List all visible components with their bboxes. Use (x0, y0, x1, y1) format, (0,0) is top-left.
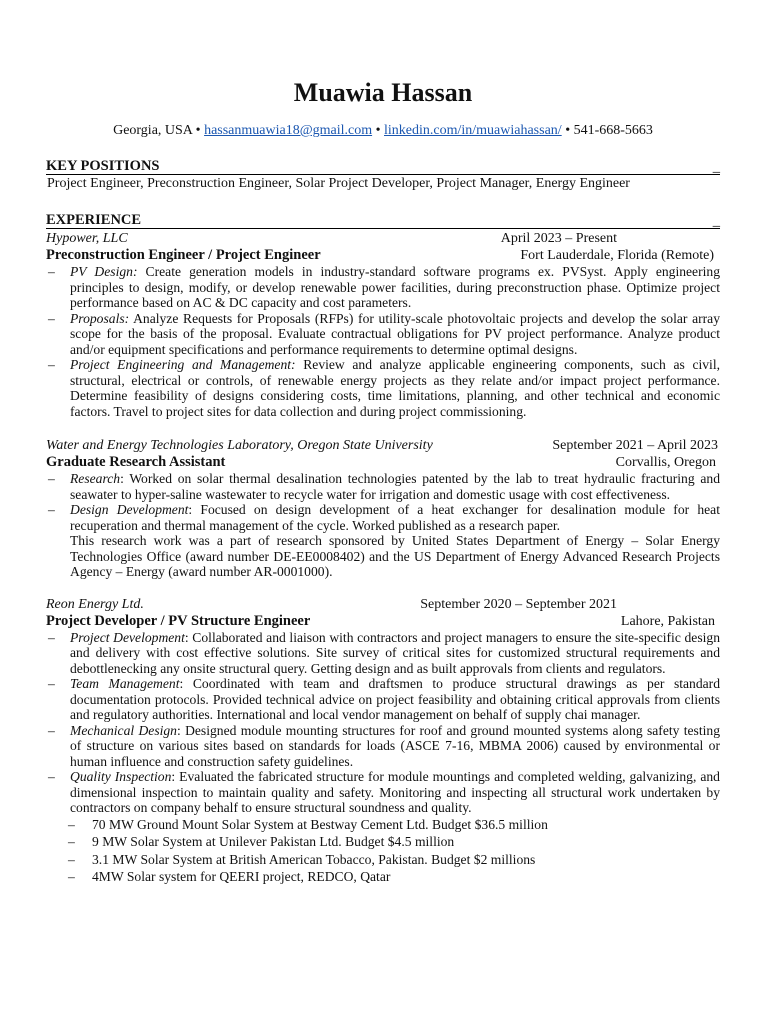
linkedin-link[interactable]: linkedin.com/in/muawiahassan/ (384, 123, 562, 138)
list-item: – Mechanical Design: Designed module mounting structures for roof and ground mounted systems along safety testing of structure on various sites based on standards for loads (ASCE 7-16, MBMA 2006) caused by environmental or human influence and construction safety guidelines. (48, 722, 720, 769)
list-item: – 70 MW Ground Mount Solar System at Bestway Cement Ltd. Budget $36.5 million (68, 816, 548, 832)
job-org: Water and Energy Technologies Laboratory, Oregon State University (46, 438, 433, 453)
separator: • (375, 123, 381, 138)
job-location: Corvallis, Oregon (615, 455, 716, 470)
job-role: Graduate Research Assistant (46, 454, 226, 470)
separator: • (195, 123, 201, 138)
job-dates: September 2020 – September 2021 (420, 596, 617, 612)
list-item: – Design Development: Focused on design development of a heat exchanger for desalination module for heat recuperation and thermal management of the cycle. Worked published as a research paper. (48, 502, 720, 533)
list-item: – PV Design: Create generation models in industry-standard software programs ex. PVSyst. Apply engineering principles to design, modify, or develop renewable power facilities, during preconstruction phase. Optimize project performance based on AC & DC capacity and cost parameters. (48, 264, 720, 310)
job-org: Hypower, LLC (46, 231, 128, 246)
job-role: Preconstruction Engineer / Project Engineer (46, 247, 321, 263)
job-bullets (46, 630, 720, 816)
job-location: Lahore, Pakistan (620, 613, 715, 629)
list-item: – 3.1 MW Solar System at British American Tobacco, Pakistan. Budget $2 millions (68, 851, 536, 867)
list-item: – Project Development: Collaborated and liaison with contractors and project managers to ensure the site-specific design and delivery with cost effective solutions. Site survey of critical sites for customized structural requirements and debottlenecking any onsite structural query. Getting design and as built approvals from clients and regulators. (48, 629, 720, 676)
job-reon (46, 596, 720, 886)
resume-page (46, 0, 720, 886)
job-bullets (46, 264, 720, 419)
job-location: Fort Lauderdale, Florida (Remote) (520, 248, 714, 263)
job-dates: September 2021 – April 2023 (552, 438, 718, 453)
project-list (46, 816, 720, 886)
key-positions-heading: KEY POSITIONS _ (46, 158, 720, 175)
phone: 541-668-5663 (573, 123, 653, 138)
job-org: Reon Energy Ltd. (46, 596, 144, 612)
list-item: – Team Management: Coordinated with team and draftsmen to produce structural drawings as per standard documentation protocols. Provided technical advice on project feasibility and obtaining critical approvals from clients and regulatory authorities. International and local vendor management on behalf of supply chai manager. (48, 676, 720, 722)
contact-line (46, 122, 720, 140)
list-item: – 4MW Solar system for QEERI project, REDCO, Qatar (68, 869, 391, 884)
experience-heading: EXPERIENCE _ (46, 212, 720, 229)
candidate-name: Muawia Hassan (293, 78, 473, 107)
job-dates: April 2023 – Present (500, 231, 617, 246)
list-item: – 9 MW Solar System at Unilever Pakistan Ltd. Budget $4.5 million (68, 834, 455, 849)
list-item: – Project Engineering and Management: Review and analyze applicable engineering components, such as civil, structural, electrical or controls, of renewable energy projects as they relate and/or impact project performance. Determine feasibility of designs considering costs, time limitations, planning, and other technical and economic factors. Travel to project sites for data collection and during project commissioning. (48, 357, 721, 419)
key-positions-text: Project Engineer, Preconstruction Engineer, Solar Project Developer, Project Manager, Energy Engineer (47, 176, 630, 191)
research-note: This research work was a part of research sponsored by United States Department of Energy – Solar Energy Technologies Office (award number DE-EE0008402) and the US Department of Energy Advanced Research Projects Agency – Energy (award number AR-0001000). (70, 533, 720, 579)
separator: • (565, 123, 571, 138)
job-oregon-state (46, 437, 720, 580)
job-role: Project Developer / PV Structure Engineer (46, 612, 311, 629)
list-item: – Research: Worked on solar thermal desalination technologies patented by the lab to treat hydraulic fracturing and seawater to hyper-saline wastewater to recycle water for irrigation and domestic usage with cost effectiveness. (48, 471, 720, 502)
job-bullets (46, 471, 720, 533)
location: Georgia, USA (113, 123, 193, 138)
job-hypower (46, 230, 720, 419)
email-link[interactable]: hassanmuawia18@gmail.com (204, 123, 373, 138)
list-item: – Quality Inspection: Evaluated the fabricated structure for module mountings and completed welding, galvanizing, and dimensional inspection to maintain quality and safety. Monitoring and inspecting all structural work undertaken by contractors on company behalf to ensure structural soundness and quality. (48, 769, 720, 815)
list-item: – Proposals: Analyze Requests for Proposals (RFPs) for utility-scale photovoltaic projects and develop the solar array scope for the basis of the proposal. Evaluate contractual obligations for PV project performance. Analyze product and/or equipment specifications and performance requirements to determine optimal designs. (48, 310, 720, 357)
